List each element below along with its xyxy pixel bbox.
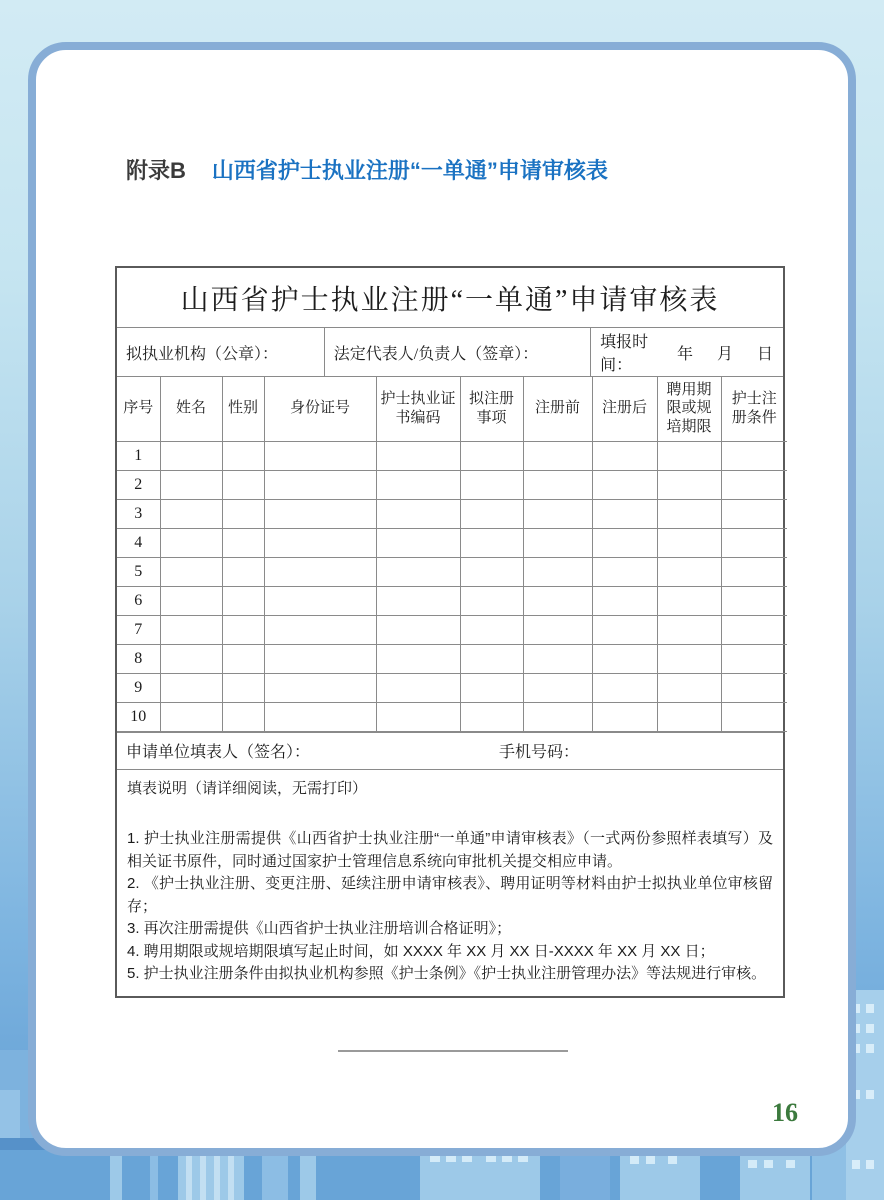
- cell: [657, 615, 721, 644]
- fill-date-cell: [591, 328, 783, 376]
- cell: [376, 673, 460, 702]
- cell: [460, 557, 523, 586]
- cell: [160, 673, 222, 702]
- cell: [657, 644, 721, 673]
- col-header-id-number: 身份证号: [264, 377, 376, 441]
- cell: [264, 644, 376, 673]
- cell: [160, 702, 222, 731]
- cell: [657, 499, 721, 528]
- cell: [523, 470, 592, 499]
- cell: [523, 586, 592, 615]
- cell: [460, 499, 523, 528]
- cell: [657, 528, 721, 557]
- fill-instruction-item: 2. 《护士执业注册、变更注册、延续注册申请审核表》、聘用证明等材料由护士拟执业单位审核留存；: [127, 875, 773, 915]
- cell: [160, 470, 222, 499]
- appendix-title: 山西省护士执业注册“一单通”申请审核表: [211, 158, 608, 183]
- cell: [523, 702, 592, 731]
- cell: [376, 702, 460, 731]
- cell: [592, 557, 657, 586]
- form-info-row: [117, 328, 783, 377]
- fill-instruction-item: 5. 护士执业注册条件由拟执业机构参照《护士条例》《护士执业注册管理办法》等法规进行审核。: [127, 965, 767, 982]
- col-header-serial: 序号: [117, 377, 160, 441]
- row-number: 7: [117, 615, 160, 644]
- table-row: [117, 615, 787, 644]
- notes-row: [117, 770, 783, 996]
- fill-instructions-heading: 填表说明（请详细阅读，无需打印）: [127, 779, 368, 797]
- table-header-row: [117, 377, 787, 441]
- table-row: [117, 528, 787, 557]
- cell: [160, 528, 222, 557]
- col-header-registration-item: 拟注册事项: [460, 377, 523, 441]
- form-title: 山西省护士执业注册“一单通”申请审核表: [180, 284, 720, 316]
- appendix-label: 附录B: [126, 158, 186, 183]
- form-title-row: [117, 268, 783, 328]
- row-number: 6: [117, 586, 160, 615]
- cell: [657, 702, 721, 731]
- cell: [160, 557, 222, 586]
- legal-representative-cell: [325, 328, 591, 376]
- row-number: 1: [117, 441, 160, 470]
- cell: [721, 702, 787, 731]
- cell: [460, 615, 523, 644]
- col-header-certificate-number: 护士执业证书编码: [376, 377, 460, 441]
- signature-blank-line: [338, 1050, 568, 1052]
- cell: [264, 470, 376, 499]
- row-number: 9: [117, 673, 160, 702]
- cell: [460, 528, 523, 557]
- row-number: 2: [117, 470, 160, 499]
- cell: [592, 644, 657, 673]
- cell: [264, 528, 376, 557]
- cell: [592, 499, 657, 528]
- cell: [721, 673, 787, 702]
- cell: [376, 499, 460, 528]
- cell: [160, 644, 222, 673]
- cell: [376, 470, 460, 499]
- cell: [264, 586, 376, 615]
- cell: [523, 673, 592, 702]
- page-number: 16: [772, 1098, 798, 1127]
- cell: [376, 644, 460, 673]
- cell: [376, 615, 460, 644]
- table-row: [117, 499, 787, 528]
- table-row: [117, 557, 787, 586]
- col-header-employment-period: 聘用期限或规培期限: [657, 377, 721, 441]
- col-header-after-registration: 注册后: [592, 377, 657, 441]
- cell: [222, 470, 264, 499]
- row-number: 3: [117, 499, 160, 528]
- cell: [264, 557, 376, 586]
- cell: [222, 644, 264, 673]
- cell: [657, 470, 721, 499]
- cell: [592, 528, 657, 557]
- cell: [222, 615, 264, 644]
- cell: [592, 702, 657, 731]
- col-header-name: 姓名: [160, 377, 222, 441]
- table-row: [117, 441, 787, 470]
- fill-instructions: [117, 770, 783, 996]
- cell: [222, 673, 264, 702]
- cell: [657, 673, 721, 702]
- cell: [721, 615, 787, 644]
- cell: [657, 557, 721, 586]
- appendix-heading: [126, 154, 608, 185]
- cell: [592, 615, 657, 644]
- cell: [460, 702, 523, 731]
- fill-instruction-item: 4. 聘用期限或规培期限填写起止时间，如 XXXX 年 XX 月 XX 日-XXXX 年 XX 月 XX 日；: [127, 942, 715, 960]
- cell: [523, 615, 592, 644]
- org-seal-label: 拟执业机构（公章）：: [126, 345, 279, 363]
- fill-instruction-item: 3. 再次注册需提供《山西省护士执业注册培训合格证明》；: [127, 920, 512, 937]
- table-row: [117, 702, 787, 731]
- cell: [523, 499, 592, 528]
- cell: [222, 586, 264, 615]
- phone-number-label: 手机号码：: [499, 744, 580, 761]
- org-seal-cell: [117, 328, 325, 376]
- cell: [657, 586, 721, 615]
- fill-instruction-item: 1. 护士执业注册需提供《山西省护士执业注册“一单通”申请审核表》（一式两份参照样表填写）及相关证书原件，同时通过国家护士管理信息系统向审批机关提交相应申请。: [127, 830, 773, 870]
- fill-date-blanks: 年 月 日: [677, 345, 784, 363]
- nurse-list-table: [117, 377, 787, 732]
- cell: [376, 441, 460, 470]
- cell: [222, 702, 264, 731]
- signer-row: [117, 732, 783, 770]
- cell: [523, 644, 592, 673]
- cell: [523, 441, 592, 470]
- row-number: 4: [117, 528, 160, 557]
- cell: [657, 441, 721, 470]
- form-grid-row: [117, 377, 783, 732]
- cell: [222, 557, 264, 586]
- cell: [721, 441, 787, 470]
- cell: [460, 673, 523, 702]
- col-header-registration-conditions: 护士注册条件: [721, 377, 787, 441]
- cell: [222, 441, 264, 470]
- cell: [376, 557, 460, 586]
- signer-label: 申请单位填表人（签名）：: [126, 744, 311, 761]
- cell: [376, 586, 460, 615]
- row-number: 8: [117, 644, 160, 673]
- cell: [264, 441, 376, 470]
- cell: [160, 615, 222, 644]
- cell: [460, 644, 523, 673]
- content-card: [28, 42, 856, 1156]
- cell: [264, 499, 376, 528]
- cell: [523, 528, 592, 557]
- table-row: [117, 644, 787, 673]
- cell: [721, 586, 787, 615]
- cell: [460, 470, 523, 499]
- col-header-gender: 性别: [222, 377, 264, 441]
- cell: [592, 441, 657, 470]
- cell: [721, 470, 787, 499]
- table-row: [117, 586, 787, 615]
- cell: [160, 586, 222, 615]
- row-number: 10: [117, 702, 160, 731]
- cell: [222, 499, 264, 528]
- cell: [222, 528, 264, 557]
- cell: [592, 470, 657, 499]
- cell: [592, 673, 657, 702]
- cell: [264, 615, 376, 644]
- cell: [721, 528, 787, 557]
- cell: [721, 499, 787, 528]
- cell: [460, 586, 523, 615]
- legal-representative-label: 法定代表人/负责人（签章）：: [333, 345, 539, 363]
- cell: [160, 441, 222, 470]
- table-row: [117, 673, 787, 702]
- cell: [460, 441, 523, 470]
- table-row: [117, 470, 787, 499]
- row-number: 5: [117, 557, 160, 586]
- fill-date-label: 填报时间：: [600, 334, 649, 374]
- cell: [523, 557, 592, 586]
- cell: [721, 557, 787, 586]
- cell: [264, 702, 376, 731]
- cell: [376, 528, 460, 557]
- application-review-form: [115, 266, 785, 998]
- col-header-before-registration: 注册前: [523, 377, 592, 441]
- cell: [721, 644, 787, 673]
- cell: [264, 673, 376, 702]
- cell: [160, 499, 222, 528]
- cell: [592, 586, 657, 615]
